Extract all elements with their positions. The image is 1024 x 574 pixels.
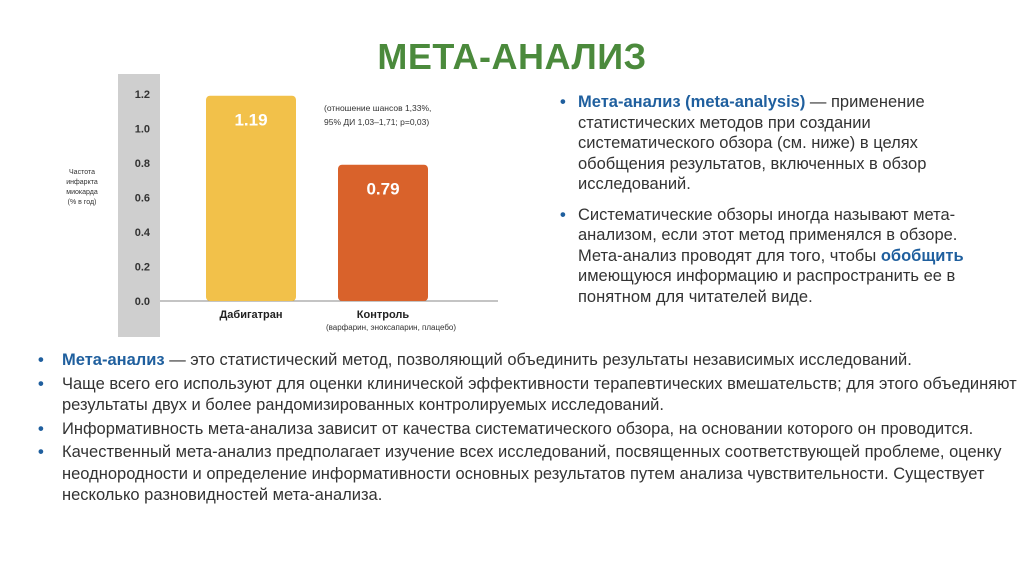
x-category-subtitle: (варфарин, эноксапарин, плацебо) [325,323,457,332]
bottom-bullet-4 [38,442,1018,507]
bottom-bullet-1 [38,350,1018,372]
definition-text: — применение статистических методов при создании систематического обзора (см. ниже) в целях обобщения результатов, включенных в обзор исследований. [578,93,927,193]
bar-value-label: 1.19 [234,110,268,130]
bullet-text-after: имеющуюся информацию и распространить ее в понятном для читателей виде. [578,267,956,306]
highlight-word: обобщить [880,246,964,265]
right-bullet-list [560,92,1000,317]
chart-annotation: (отношение шансов 1,33%, [324,103,432,113]
y-tick-label: 1.0 [134,123,150,136]
y-tick-label: 0.4 [134,227,150,239]
y-axis-label: инфаркта [66,179,98,186]
bullet-text: — это статистический метод, позволяющий объединить результаты независимых исследований. [164,351,912,369]
bullet-marker: • [38,419,44,438]
bullet-text: Качественный мета-анализ предполагает изучение всех исследований, посвященных соответствующей проблеме, оценку неоднородности и определение информативности основных результатов путем анализа чувствительности. Существует несколько разновидностей мета-анализа. [62,443,1002,504]
chart-svg [50,72,530,342]
y-axis-label: миокарда [66,189,98,196]
term-meta-analysis: Мета-анализ [62,351,165,369]
bullet-marker: • [38,351,44,369]
x-category-label: Контроль [356,309,410,321]
bullet-text-before: Систематические обзоры иногда называют мета-анализом, если этот метод применялся в обзоре. Мета-анализ проводят для того, чтобы [578,205,958,265]
bottom-bullet-list [38,350,1018,509]
bullet-marker: • [560,205,566,224]
y-tick-label: 0.6 [134,192,150,205]
y-tick-label: 0.0 [134,296,150,308]
slide-title: МЕТА-АНАЛИЗ [377,36,647,77]
y-axis-label: Частота [69,169,95,176]
y-axis-label: (% в год) [67,199,97,206]
x-category-label: Дабигатран [219,309,283,321]
y-tick-label: 0.8 [134,158,150,170]
right-bullet-2 [560,205,1000,308]
y-tick-label: 1.2 [134,89,150,101]
bottom-bullet-3 [38,419,1018,441]
bullet-text: Чаще всего его используют для оценки клинической эффективности терапевтических вмешательств; для этого объединяют результаты двух и более рандомизированных контролируемых исследований. [62,374,1017,414]
bullet-marker: • [38,374,44,393]
chart-annotation: 95% ДИ 1,03–1,71; p=0,03) [324,117,430,127]
bar-value-label: 0.79 [366,179,400,199]
bullet-marker: • [38,443,44,461]
bottom-bullet-2 [38,374,1018,417]
right-bullet-1 [560,92,1000,195]
term-meta-analysis-en: Мета-анализ (meta-analysis) [578,93,806,111]
y-tick-label: 0.2 [134,261,150,274]
bar-chart [50,72,530,342]
bullet-marker: • [560,93,566,111]
bullet-text: Информативность мета-анализа зависит от качества систематического обзора, на основании которого он проводится. [62,419,974,438]
